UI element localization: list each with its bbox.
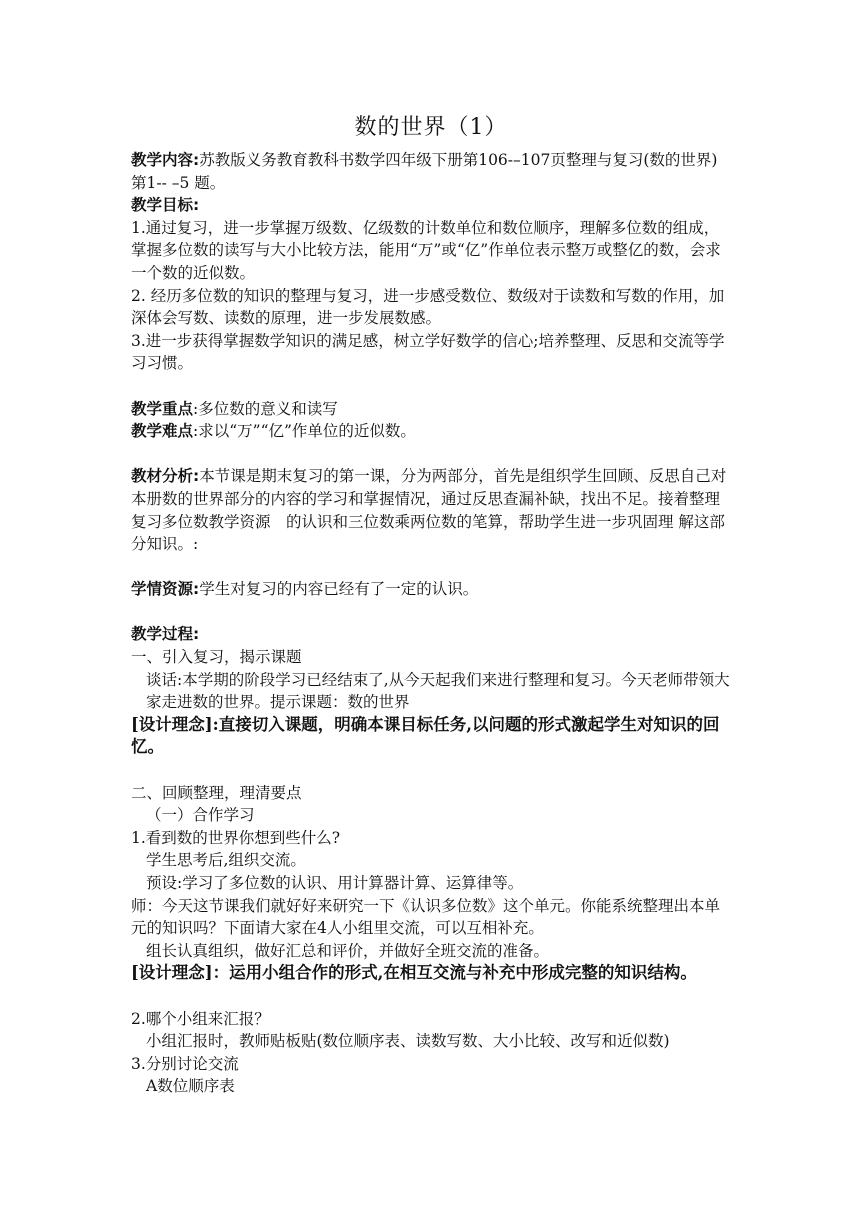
process-label: 教学过程: (131, 625, 200, 644)
situation-label: 学情资源: (131, 580, 200, 599)
question-3-item-a: A数位顺序表 (146, 1077, 235, 1096)
key-point (131, 398, 731, 421)
content-label: 教学内容: (131, 151, 200, 169)
question-1-answer-b: 预设:学习了多位数的认识、用计算器计算、运算律等。 (146, 874, 524, 892)
key-label: 教学重点 (131, 399, 194, 418)
teacher-instruction: 师：今天这节课我们就好好来研究一下《认识多位数》这个单元。你能系统整理出本单元的知识吗？下面请大家在4人小组里交流，可以互相补充。 (131, 896, 721, 938)
group-leader-note: 组长认真组织，做好汇总和评价，并做好全班交流的准备。 (146, 941, 550, 960)
analysis-label: 教材分析: (131, 467, 200, 486)
section-2-heading: 二、回顾整理，理清要点 (131, 783, 302, 802)
goal-1: 1.通过复习，进一步掌握万级数、亿级数的计数单位和数位顺序，理解多位数的组成，掌握多位数的读写与大小比较方法，能用“万”或“亿”作单位表示整万或整亿的数，会求一个数的近似数。 (131, 218, 721, 282)
goal-3: 3.进一步获得掌握数学知识的满足感，树立学好数学的信心;培养整理、反思和交流等学习习惯。 (131, 331, 725, 373)
section-1-design-note: [设计理念]:直接切入课题，明确本课目标任务,以问题的形式激起学生对知识的回忆。 (131, 714, 720, 757)
section-2-design-note: [设计理念]：运用小组合作的形式,在相互交流与补充中形成完整的知识结构。 (131, 963, 697, 983)
student-situation (131, 578, 731, 601)
difficulty-label: 教学难点 (131, 422, 194, 441)
section-2-subheading: （一）合作学习 (146, 806, 255, 825)
goal-2: 2. 经历多位数的知识的整理与复习，进一步感受数位、数级对于读数和写数的作用，加深体会写数、读数的原理，进一步发展数感。 (131, 286, 725, 328)
question-1-answer-a: 学生思考后,组织交流。 (146, 851, 306, 870)
section-1-heading: 一、引入复习，揭示课题 (131, 648, 302, 667)
document-body (131, 112, 731, 1098)
goals-label: 教学目标: (131, 196, 200, 215)
difficulty-text: :求以“万”“亿”作单位的近似数。 (193, 422, 416, 441)
material-analysis (131, 465, 731, 555)
page-title: 数的世界（1） (354, 115, 508, 140)
analysis-text: 本节课是期末复习的第一课，分为两部分，首先是组织学生回顾、反思自己对本册数的世界部分的内容的学习和掌握情况，通过反思查漏补缺，找出不足。接着整理复习多位数教学资源 的认识和三位数乘两位数的笔算，帮助学生进一步巩固理 解这部分知识。: (131, 467, 727, 554)
difficulty-point (131, 420, 731, 443)
teaching-content (131, 149, 731, 194)
question-2-answer: 小组汇报时，教师贴板贴(数位顺序表、读数写数、大小比较、改写和近似数) (146, 1032, 670, 1051)
key-text: :多位数的意义和读写 (193, 399, 338, 418)
content-text: 苏教版义务教育教科书数学四年级下册第106-–107页整理与复习(数的世界)第1-- –5 题。 (131, 151, 718, 192)
situation-text: 学生对复习的内容已经有了一定的认识。 (199, 580, 479, 599)
question-1: 1.看到数的世界你想到些什么? (131, 828, 341, 847)
question-2: 2.哪个小组来汇报？ (131, 1009, 270, 1028)
question-3: 3.分别讨论交流 (131, 1054, 239, 1073)
section-1-talk: 谈话:本学期的阶段学习已经结束了,从今天起我们来进行整理和复习。今天老师带领大家走进数的世界。提示课题：数的世界 (146, 670, 730, 712)
